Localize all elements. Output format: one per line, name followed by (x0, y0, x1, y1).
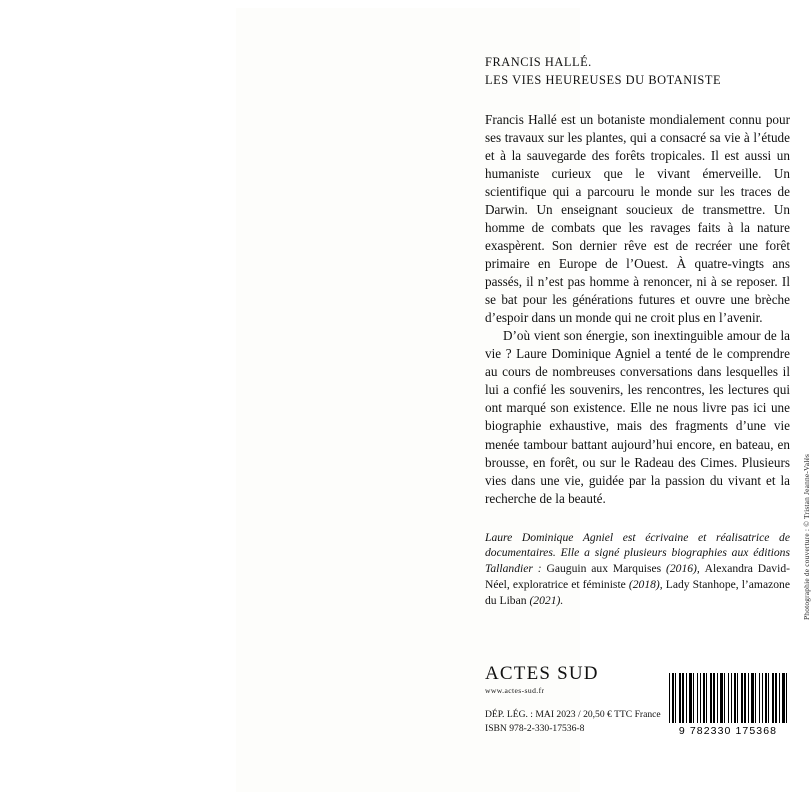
barcode-image (669, 673, 787, 723)
author-note-year-1: (2016), (661, 562, 705, 576)
barcode-digits: 9 782330 175368 (678, 725, 778, 737)
book-title (485, 54, 790, 89)
blurb-paragraph-2: D’où vient son énergie, son inextinguible amour de la vie ? Laure Dominique Agniel a tenté de le comprendre au cours de nombreuses conversations dans lesquelles il lui a confié les souvenirs, les rencontres, les lectures qui ont marqué son existence. Elle ne nous livre pas ici une biographie exhaustive, mais des fragments d’une vie menée tambour battant aujourd’hui encore, en bateau, en brousse, en forêt, ou sur le Radeau des Cimes. Plusieurs vies dans une vie, guidée par la passion du vivant et la recherche de la beauté. (485, 328, 790, 506)
title-line-title: LES VIES HEUREUSES DU BOTANISTE (485, 72, 722, 87)
author-note-work-2: Alexandra David-Néel, exploratrice et féministe (485, 562, 790, 591)
publisher-url[interactable]: www.actes-sud.fr (485, 686, 545, 695)
legal-deposit-line: DÉP. LÉG. : MAI 2023 / 20,50 € TTC France (485, 709, 661, 720)
author-note-work-1: Gauguin aux Marquises (546, 562, 662, 576)
author-note-intro: Laure Dominique Agniel est écrivaine et réalisatrice de documentaires. Elle a signé plusieurs biographies aux éditions Tallandier : (485, 530, 790, 576)
barcode-block (669, 673, 787, 737)
title-line-author: FRANCIS HALLÉ. (485, 55, 592, 69)
cover-text-block (485, 54, 790, 608)
publisher-name: ACTES SUD (485, 663, 599, 684)
author-note-work-3: Lady Stanhope, l’amazone du Liban (485, 577, 790, 607)
isbn-line: ISBN 978-2-330-17536-8 (485, 722, 585, 734)
cover-photo-credit: Photographie de couverture : © Tristan Jeanne-Valès (802, 453, 811, 620)
book-back-cover (236, 8, 811, 792)
blurb-paragraph-1: Francis Hallé est un botaniste mondialement connu pour ses travaux sur les plantes, qui a consacré sa vie à l’étude et à la sauvegarde des forêts tropicales. Il est aussi un humaniste curieux que le vivant émerveille. Un scientifique qui a parcouru le monde sur les traces de Darwin. Un enseignant soucieux de transmettre. Un homme de combats que les ravages faits à la nature exaspèrent. Son dernier rêve est de recréer une forêt primaire en Europe de l’Ouest. À quatre-vingts ans passés, il n’est pas homme à renoncer, ni à se reposer. Il se bat pour les générations futures et ouvre une brèche d’espoir dans un monde qui ne croit plus en l’avenir. (485, 112, 790, 326)
legal-deposit-block (485, 708, 661, 736)
author-note-year-2: (2018), (625, 577, 666, 591)
book-blurb (485, 111, 790, 507)
author-note-year-3: (2021). (526, 593, 564, 607)
publisher-logo (485, 664, 685, 695)
author-biography-note (485, 530, 790, 609)
